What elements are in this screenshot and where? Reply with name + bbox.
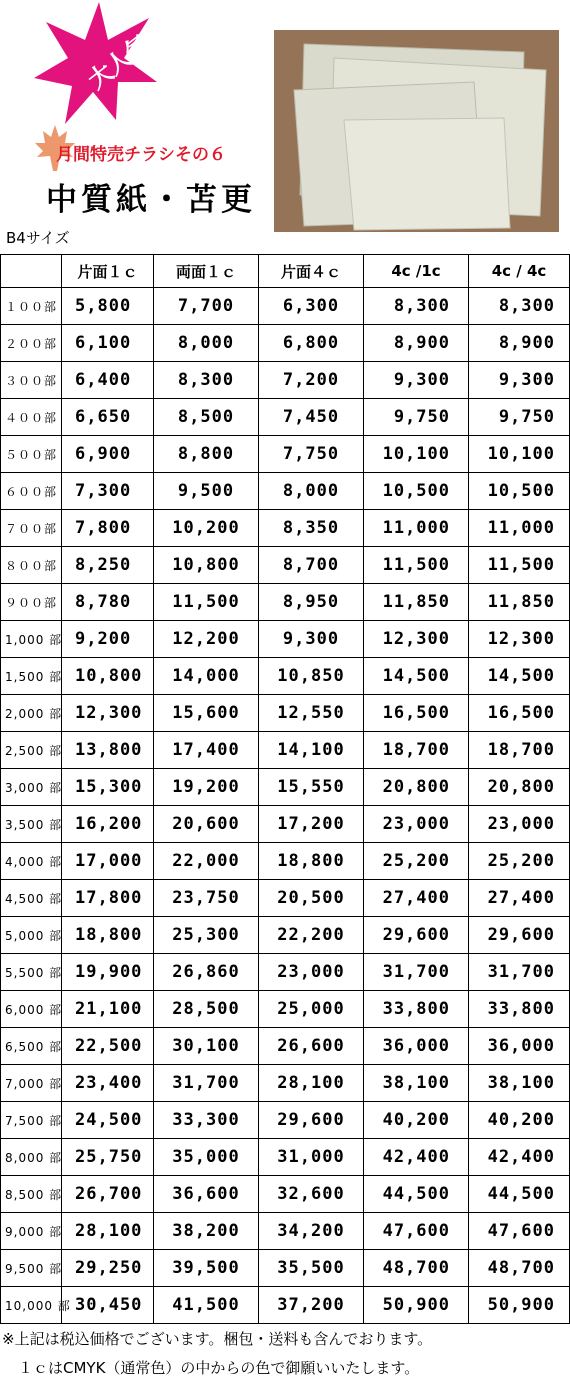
price-cell: 8,700 [259, 547, 364, 584]
price-cell: 17,400 [154, 732, 259, 769]
price-cell: 6,650 [62, 399, 154, 436]
price-cell: 23,000 [259, 954, 364, 991]
price-cell: 10,800 [154, 547, 259, 584]
price-cell: 8,500 [154, 399, 259, 436]
table-header-row [1, 255, 570, 288]
quantity-cell: 7,000 部 [1, 1065, 62, 1102]
price-cell: 8,780 [62, 584, 154, 621]
table-header: 片面４ｃ [259, 255, 364, 288]
price-cell: 7,750 [259, 436, 364, 473]
price-cell: 44,500 [364, 1176, 469, 1213]
table-row [1, 806, 570, 843]
table-row [1, 732, 570, 769]
price-cell: 23,750 [154, 880, 259, 917]
price-cell: 17,800 [62, 880, 154, 917]
price-cell: 11,850 [364, 584, 469, 621]
price-cell: 11,500 [154, 584, 259, 621]
price-cell: 29,600 [469, 917, 570, 954]
price-cell: 42,400 [469, 1139, 570, 1176]
price-cell: 8,300 [364, 288, 469, 325]
price-cell: 11,000 [469, 510, 570, 547]
table-row [1, 843, 570, 880]
price-cell: 12,300 [364, 621, 469, 658]
price-cell: 23,400 [62, 1065, 154, 1102]
table-row [1, 399, 570, 436]
price-cell: 25,200 [469, 843, 570, 880]
quantity-cell: ６００部 [1, 473, 62, 510]
table-row [1, 769, 570, 806]
price-cell: 16,500 [364, 695, 469, 732]
price-cell: 7,800 [62, 510, 154, 547]
price-cell: 28,100 [62, 1213, 154, 1250]
price-cell: 9,750 [364, 399, 469, 436]
flyer-subtitle: 月間特売チラシその６ [56, 145, 226, 165]
price-cell: 36,600 [154, 1176, 259, 1213]
price-cell: 9,500 [154, 473, 259, 510]
table-row [1, 1250, 570, 1287]
price-cell: 40,200 [469, 1102, 570, 1139]
quantity-cell: 8,500 部 [1, 1176, 62, 1213]
price-cell: 25,750 [62, 1139, 154, 1176]
quantity-cell: 1,000 部 [1, 621, 62, 658]
price-cell: 27,400 [364, 880, 469, 917]
price-cell: 12,300 [469, 621, 570, 658]
price-cell: 29,600 [364, 917, 469, 954]
price-cell: 35,000 [154, 1139, 259, 1176]
quantity-cell: 5,500 部 [1, 954, 62, 991]
quantity-cell: 7,500 部 [1, 1102, 62, 1139]
price-cell: 26,700 [62, 1176, 154, 1213]
price-cell: 13,800 [62, 732, 154, 769]
price-cell: 8,950 [259, 584, 364, 621]
price-cell: 12,550 [259, 695, 364, 732]
table-header [1, 255, 62, 288]
price-cell: 14,500 [364, 658, 469, 695]
table-row [1, 621, 570, 658]
page-title: 中質紙・苫更 [46, 182, 256, 218]
table-row [1, 1213, 570, 1250]
table-row [1, 954, 570, 991]
paper-size-label: B4サイズ [6, 229, 70, 247]
quantity-cell: 1,500 部 [1, 658, 62, 695]
flyer-stack-photo [274, 30, 559, 232]
price-cell: 48,700 [469, 1250, 570, 1287]
price-cell: 19,900 [62, 954, 154, 991]
price-table [0, 254, 570, 1324]
table-row [1, 436, 570, 473]
price-cell: 9,300 [259, 621, 364, 658]
price-cell: 18,700 [364, 732, 469, 769]
price-cell: 25,300 [154, 917, 259, 954]
table-header: 4c /1c [364, 255, 469, 288]
price-cell: 39,500 [154, 1250, 259, 1287]
price-cell: 10,500 [364, 473, 469, 510]
price-cell: 15,550 [259, 769, 364, 806]
quantity-cell: 2,000 部 [1, 695, 62, 732]
quantity-cell: 2,500 部 [1, 732, 62, 769]
price-cell: 50,900 [469, 1287, 570, 1324]
price-cell: 22,200 [259, 917, 364, 954]
quantity-cell: 6,500 部 [1, 1028, 62, 1065]
quantity-cell: 4,000 部 [1, 843, 62, 880]
table-row [1, 473, 570, 510]
price-cell: 31,700 [154, 1065, 259, 1102]
price-cell: 28,500 [154, 991, 259, 1028]
price-cell: 33,300 [154, 1102, 259, 1139]
table-row [1, 325, 570, 362]
price-cell: 6,400 [62, 362, 154, 399]
table-row [1, 1139, 570, 1176]
price-cell: 18,700 [469, 732, 570, 769]
quantity-cell: １００部 [1, 288, 62, 325]
quantity-cell: ８００部 [1, 547, 62, 584]
table-row [1, 1176, 570, 1213]
table-row [1, 880, 570, 917]
price-cell: 7,300 [62, 473, 154, 510]
price-cell: 14,100 [259, 732, 364, 769]
price-cell: 6,900 [62, 436, 154, 473]
price-cell: 23,000 [364, 806, 469, 843]
price-cell: 40,200 [364, 1102, 469, 1139]
quantity-cell: ４００部 [1, 399, 62, 436]
price-cell: 8,300 [469, 288, 570, 325]
price-cell: 47,600 [469, 1213, 570, 1250]
price-cell: 23,000 [469, 806, 570, 843]
price-cell: 47,600 [364, 1213, 469, 1250]
price-cell: 38,100 [364, 1065, 469, 1102]
table-row [1, 658, 570, 695]
price-cell: 27,400 [469, 880, 570, 917]
price-cell: 8,000 [154, 325, 259, 362]
price-cell: 36,000 [469, 1028, 570, 1065]
price-cell: 14,500 [469, 658, 570, 695]
price-cell: 41,500 [154, 1287, 259, 1324]
quantity-cell: 4,500 部 [1, 880, 62, 917]
price-cell: 31,700 [364, 954, 469, 991]
price-cell: 5,800 [62, 288, 154, 325]
price-cell: 42,400 [364, 1139, 469, 1176]
price-cell: 10,100 [364, 436, 469, 473]
quantity-cell: ５００部 [1, 436, 62, 473]
quantity-cell: ３００部 [1, 362, 62, 399]
price-cell: 8,350 [259, 510, 364, 547]
price-cell: 26,860 [154, 954, 259, 991]
price-cell: 11,500 [364, 547, 469, 584]
price-cell: 12,300 [62, 695, 154, 732]
price-cell: 9,300 [469, 362, 570, 399]
table-row [1, 917, 570, 954]
price-cell: 11,850 [469, 584, 570, 621]
table-row [1, 991, 570, 1028]
price-cell: 8,900 [469, 325, 570, 362]
price-cell: 9,300 [364, 362, 469, 399]
table-row [1, 1028, 570, 1065]
price-cell: 17,200 [259, 806, 364, 843]
price-cell: 37,200 [259, 1287, 364, 1324]
price-table-body [1, 288, 570, 1324]
price-cell: 11,500 [469, 547, 570, 584]
table-header: 片面１ｃ [62, 255, 154, 288]
table-row [1, 1065, 570, 1102]
price-cell: 8,000 [259, 473, 364, 510]
quantity-cell: 6,000 部 [1, 991, 62, 1028]
price-cell: 7,450 [259, 399, 364, 436]
price-cell: 31,700 [469, 954, 570, 991]
price-cell: 20,600 [154, 806, 259, 843]
table-row [1, 695, 570, 732]
price-cell: 7,700 [154, 288, 259, 325]
price-cell: 33,800 [469, 991, 570, 1028]
price-cell: 20,800 [364, 769, 469, 806]
price-cell: 6,800 [259, 325, 364, 362]
price-cell: 18,800 [259, 843, 364, 880]
quantity-cell: ９００部 [1, 584, 62, 621]
price-cell: 8,250 [62, 547, 154, 584]
price-cell: 10,500 [469, 473, 570, 510]
price-cell: 50,900 [364, 1287, 469, 1324]
price-cell: 19,200 [154, 769, 259, 806]
price-cell: 38,200 [154, 1213, 259, 1250]
table-header: 両面１ｃ [154, 255, 259, 288]
price-cell: 36,000 [364, 1028, 469, 1065]
price-cell: 35,500 [259, 1250, 364, 1287]
price-cell: 29,250 [62, 1250, 154, 1287]
price-cell: 15,600 [154, 695, 259, 732]
price-cell: 8,800 [154, 436, 259, 473]
price-cell: 21,100 [62, 991, 154, 1028]
price-cell: 48,700 [364, 1250, 469, 1287]
price-cell: 15,300 [62, 769, 154, 806]
price-cell: 20,800 [469, 769, 570, 806]
price-cell: 30,100 [154, 1028, 259, 1065]
price-cell: 24,500 [62, 1102, 154, 1139]
table-row [1, 547, 570, 584]
quantity-cell: 8,000 部 [1, 1139, 62, 1176]
color-note: １ｃはCMYK（通常色）の中からの色で御願いいたします。 [18, 1359, 420, 1377]
price-cell: 12,200 [154, 621, 259, 658]
quantity-cell: 9,000 部 [1, 1213, 62, 1250]
table-row [1, 362, 570, 399]
price-cell: 10,850 [259, 658, 364, 695]
price-cell: 8,300 [154, 362, 259, 399]
price-cell: 18,800 [62, 917, 154, 954]
price-cell: 10,800 [62, 658, 154, 695]
price-cell: 8,900 [364, 325, 469, 362]
table-row [1, 510, 570, 547]
price-cell: 17,000 [62, 843, 154, 880]
table-row [1, 1287, 570, 1324]
price-cell: 34,200 [259, 1213, 364, 1250]
table-row [1, 288, 570, 325]
price-cell: 6,300 [259, 288, 364, 325]
price-cell: 9,750 [469, 399, 570, 436]
tax-note: ※上記は税込価格でございます。梱包・送料も含んでおります。 [2, 1330, 433, 1348]
table-header: 4c / 4c [469, 255, 570, 288]
price-cell: 32,600 [259, 1176, 364, 1213]
price-cell: 30,450 [62, 1287, 154, 1324]
price-cell: 38,100 [469, 1065, 570, 1102]
quantity-cell: ２００部 [1, 325, 62, 362]
price-cell: 20,500 [259, 880, 364, 917]
price-cell: 31,000 [259, 1139, 364, 1176]
quantity-cell: ７００部 [1, 510, 62, 547]
price-cell: 10,200 [154, 510, 259, 547]
price-cell: 28,100 [259, 1065, 364, 1102]
price-cell: 9,200 [62, 621, 154, 658]
price-cell: 25,200 [364, 843, 469, 880]
price-cell: 11,000 [364, 510, 469, 547]
price-cell: 6,100 [62, 325, 154, 362]
price-cell: 7,200 [259, 362, 364, 399]
price-cell: 26,600 [259, 1028, 364, 1065]
price-cell: 16,500 [469, 695, 570, 732]
popular-badge-label: 大人気 [82, 30, 155, 95]
price-cell: 25,000 [259, 991, 364, 1028]
price-cell: 22,500 [62, 1028, 154, 1065]
quantity-cell: 10,000 部 [1, 1287, 62, 1324]
price-cell: 14,000 [154, 658, 259, 695]
table-row [1, 1102, 570, 1139]
price-cell: 44,500 [469, 1176, 570, 1213]
quantity-cell: 9,500 部 [1, 1250, 62, 1287]
quantity-cell: 5,000 部 [1, 917, 62, 954]
price-cell: 33,800 [364, 991, 469, 1028]
quantity-cell: 3,000 部 [1, 769, 62, 806]
price-cell: 10,100 [469, 436, 570, 473]
table-row [1, 584, 570, 621]
price-cell: 22,000 [154, 843, 259, 880]
price-cell: 29,600 [259, 1102, 364, 1139]
price-cell: 16,200 [62, 806, 154, 843]
quantity-cell: 3,500 部 [1, 806, 62, 843]
